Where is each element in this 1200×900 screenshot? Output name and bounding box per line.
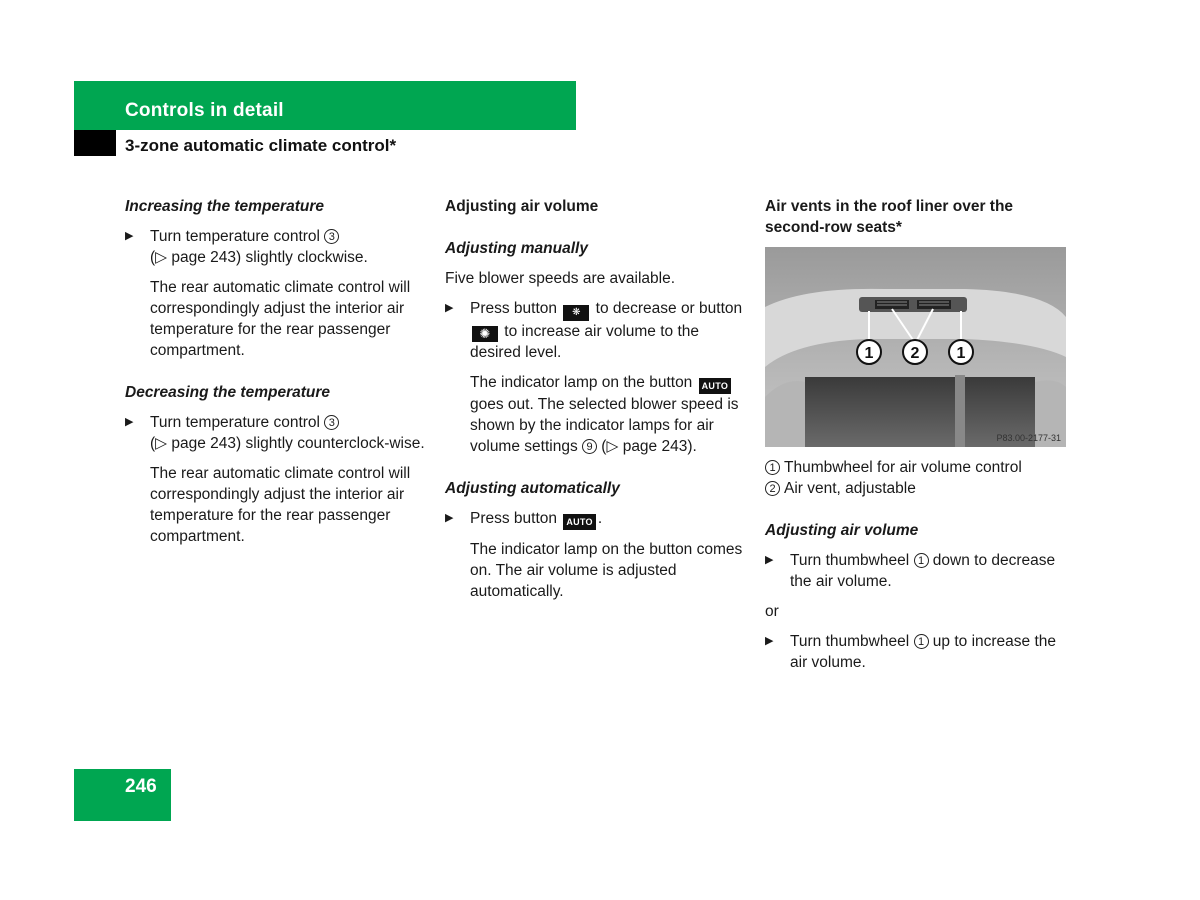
column-right <box>765 196 1070 682</box>
heading-adjusting-air-volume-vents: Adjusting air volume <box>765 522 919 539</box>
svg-text:2: 2 <box>910 345 920 362</box>
heading-adjusting-automatically: Adjusting automatically <box>445 480 620 497</box>
auto-button-icon: AUTO <box>563 514 596 530</box>
photo-callout-2 <box>903 340 927 364</box>
triangle-right-icon: ▶ <box>765 554 774 566</box>
step-item: ▶ Turn thumbwheel 1 up to increase the air volume. <box>765 633 1057 671</box>
step-item: ▶ Turn temperature control 3 (▷ page 243) slightly counterclock-wise. <box>125 414 425 452</box>
column-middle <box>445 196 750 611</box>
svg-text:1: 1 <box>956 345 966 362</box>
page-number: 246 <box>125 776 157 797</box>
auto-button-icon: AUTO <box>699 378 732 394</box>
paragraph: The indicator lamp on the button comes on. The air volume is adjusted automatically. <box>470 541 743 600</box>
callout-number: 3 <box>324 415 339 430</box>
heading-adjusting-manually: Adjusting manually <box>445 240 588 257</box>
step-item: ▶ Press button AUTO . <box>445 508 750 530</box>
triangle-right-icon: ▶ <box>125 230 134 242</box>
triangle-right-icon: ▶ <box>765 635 774 647</box>
fan-low-icon: ❋ <box>563 305 589 321</box>
callout-number: 2 <box>765 481 780 496</box>
step-item: ▶ Press button ❋ to decrease or button ✺ to increase air volume to the desired level. <box>445 300 743 361</box>
callout-number: 9 <box>582 439 597 454</box>
photo-callout-1-right <box>949 340 973 364</box>
callout-number: 1 <box>765 460 780 475</box>
column-left <box>125 196 425 556</box>
photo-code: P83.00-2177-31 <box>996 433 1061 443</box>
callout-number: 1 <box>914 553 929 568</box>
paragraph: The rear automatic climate control will correspondingly adjust the interior air temperature for the rear passenger compartment. <box>150 279 411 359</box>
triangle-right-icon: ▶ <box>445 302 454 314</box>
callout-number: 3 <box>324 229 339 244</box>
paragraph: The rear automatic climate control will correspondingly adjust the interior air temperature for the rear passenger compartment. <box>150 465 411 545</box>
triangle-right-icon: ▶ <box>445 512 454 524</box>
photo-callout-1-left <box>857 340 881 364</box>
step-item: ▶ Turn thumbwheel 1 down to decrease the air volume. <box>765 552 1056 590</box>
svg-text:1: 1 <box>864 345 874 362</box>
paragraph-or: or <box>765 603 779 620</box>
paragraph: The indicator lamp on the button AUTO goes out. The selected blower speed is shown by the indicator lamps for air volume settings 9 (▷ page 243). <box>470 374 739 455</box>
page-subtitle: 3-zone automatic climate control* <box>125 136 397 155</box>
heading-increasing-temperature: Increasing the temperature <box>125 198 324 215</box>
step-item: ▶ Turn temperature control 3 (▷ page 243) slightly clockwise. <box>125 228 368 266</box>
triangle-right-icon: ▶ <box>125 416 134 428</box>
roof-vent-photo <box>765 247 1066 447</box>
heading-adjusting-air-volume: Adjusting air volume <box>445 198 599 215</box>
paragraph: Five blower speeds are available. <box>445 270 676 287</box>
fan-high-icon: ✺ <box>472 326 498 342</box>
section-tab-marker <box>74 130 116 156</box>
legend-item: 2 Air vent, adjustable <box>765 478 1070 499</box>
heading-air-vents-roof-liner: Air vents in the roof liner over the second-row seats* <box>765 198 1014 236</box>
section-title: Controls in detail <box>125 100 284 121</box>
legend-item: 1 Thumbwheel for air volume control <box>765 457 1070 478</box>
callout-number: 1 <box>914 634 929 649</box>
heading-decreasing-temperature: Decreasing the temperature <box>125 384 331 401</box>
